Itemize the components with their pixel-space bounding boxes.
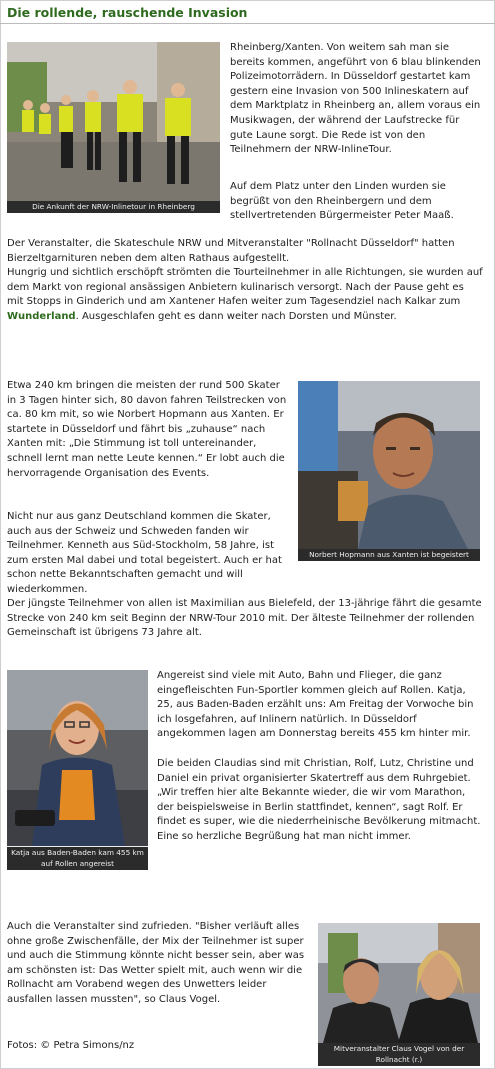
paragraph-s3-arrival: Angereist sind viele mit Auto, Bahn und Flieger, die ganz eingefleischten Fun-Sportler kommen gleich auf Rollen. Katja, 25, aus Baden-Baden erzählt uns: Am Freitag der Vorwoche bin ich losgefahren, auf Inlinern natürlich. In Düsseldorf angekommen lagen am Donnerstag bereits 455 km hinter mir. [157, 670, 474, 740]
wunderland-link[interactable]: Wunderland [7, 310, 76, 322]
photo-figure-katja[interactable] [7, 670, 148, 870]
hopmann-photo [298, 381, 480, 549]
katja-photo-caption: Katja aus Baden-Baden kam 455 km auf Rollen angereist [7, 847, 148, 870]
photo-figure-vogel[interactable] [318, 923, 480, 1066]
paragraph-s1-intro: Rheinberg/Xanten. Von weitem sah man sie bereits kommen, angeführt von 6 blau blinkenden Polizeimotorrädern. In Düsseldorf gestartet kam gestern eine Invasion von 500 Inlineskatern auf dem Marktplatz in Rheinberg an, allem voraus ein Musikwagen, der während der Laufstrecke für gute Laune sorgt. Die Rede ist von den Teilnehmern der NRW-InlineTour. [230, 42, 481, 156]
vogel-photo [318, 923, 480, 1043]
photo-figure-hopmann[interactable] [298, 381, 480, 561]
paragraph-s2-distance: Etwa 240 km bringen die meisten der rund 500 Skater in 3 Tagen hinter sich, 80 davon fahren Teilstrecken von ca. 80 km mit, so wie Norbert Hopmann aus Xanten. Er startete in Düsseldorf und fährt bis „zuhause“ nach Xanten mit: „Die Stimmung ist toll untereinander, schnell lernt man nette Leute kennen.“ Er lobt auch die hervorragende Organisation des Events. [7, 380, 287, 479]
paragraph-s1-food-text: Hungrig und sichtlich erschöpft strömten die Tourteilnehmer in alle Richtungen, sie wurden auf dem Markt von regional ansässigen Anbietern kulinarisch versorgt. Nach der Pause geht es mit Stopps in Ginderich und am Xantener Hafen weiter zum Tagesendziel nach Kalkar zum [7, 267, 483, 308]
katja-photo [7, 670, 148, 846]
photo-figure-arrival[interactable] [7, 42, 220, 213]
paragraph-s2-youngest: Der jüngste Teilnehmer von allen ist Maximilian aus Bielefeld, der 13-jährige fährt die gesamte Strecke von 240 km seit Beginn der NRW-Tour 2010 mit. Der älteste Teilnehmer der rollenden Gemeinschaft ist übrigens 73 Jahre alt. [7, 598, 482, 639]
paragraph-s4-organizers: Auch die Veranstalter sind zufrieden. "Bisher verläuft alles ohne große Zwischenfälle, der Mix der Teilnehmer ist super und auch die Stimmung könnte nicht besser sein, aber was am schönsten ist: Das Wetter spielt mit, auch wenn wir die Rollnacht am Vorabend wegen des Unwetters leider ausfallen lassen mussten", so Claus Vogel. [7, 921, 305, 1005]
article-title: Die rollende, rauschende Invasion [7, 5, 248, 20]
vogel-photo-caption: Mitveranstalter Claus Vogel von der Rollnacht (r.) [318, 1043, 480, 1066]
paragraph-s2-countries: Nicht nur aus ganz Deutschland kommen die Skater, auch aus der Schweiz und Schweden fanden wir Teilnehmer. Kenneth aus Süd-Stockholm, 58 Jahre, ist zum ersten Mal dabei und total begeistert. Auch er hat schon nette Bekanntschaften gemacht und will wiederkommen. [7, 511, 282, 595]
paragraph-s1-welcome: Auf dem Platz unter den Linden wurden sie begrüßt von den Rheinbergern und dem stellvertretenden Bürgermeister Peter Maaß. [230, 181, 454, 222]
paragraph-s3-group: Die beiden Claudias sind mit Christian, Rolf, Lutz, Christine und Daniel ein privat organisierter Skatertreff aus dem Ruhrgebiet. „Wir treffen hier alte Bekannte wieder, die wir vom Marathon, der beispielsweise in Berlin stattfindet, kennen“, sagt Rolf. Er findet es super, wie die niederrheinische Bevölkerung mitmacht. Eine so herzliche Begrüßung hat man nicht immer. [157, 758, 481, 842]
paragraph-s1-food [7, 266, 483, 324]
photo-credit: Fotos: © Petra Simons/nz [7, 1040, 135, 1051]
hopmann-photo-caption: Norbert Hopmann aus Xanten ist begeistert [298, 549, 480, 561]
paragraph-s1-organizers: Der Veranstalter, die Skateschule NRW und Mitveranstalter "Rollnacht Düsseldorf" hatten Bierzeltgarnituren neben dem alten Rathaus aufgestellt. [7, 238, 455, 264]
title-divider [0, 23, 495, 24]
arrival-photo [7, 42, 220, 201]
arrival-photo-caption: Die Ankunft der NRW-Inlinetour in Rheinberg [7, 201, 220, 213]
paragraph-s1-food-end: . Ausgeschlafen geht es dann weiter nach Dorsten und Münster. [75, 310, 397, 322]
